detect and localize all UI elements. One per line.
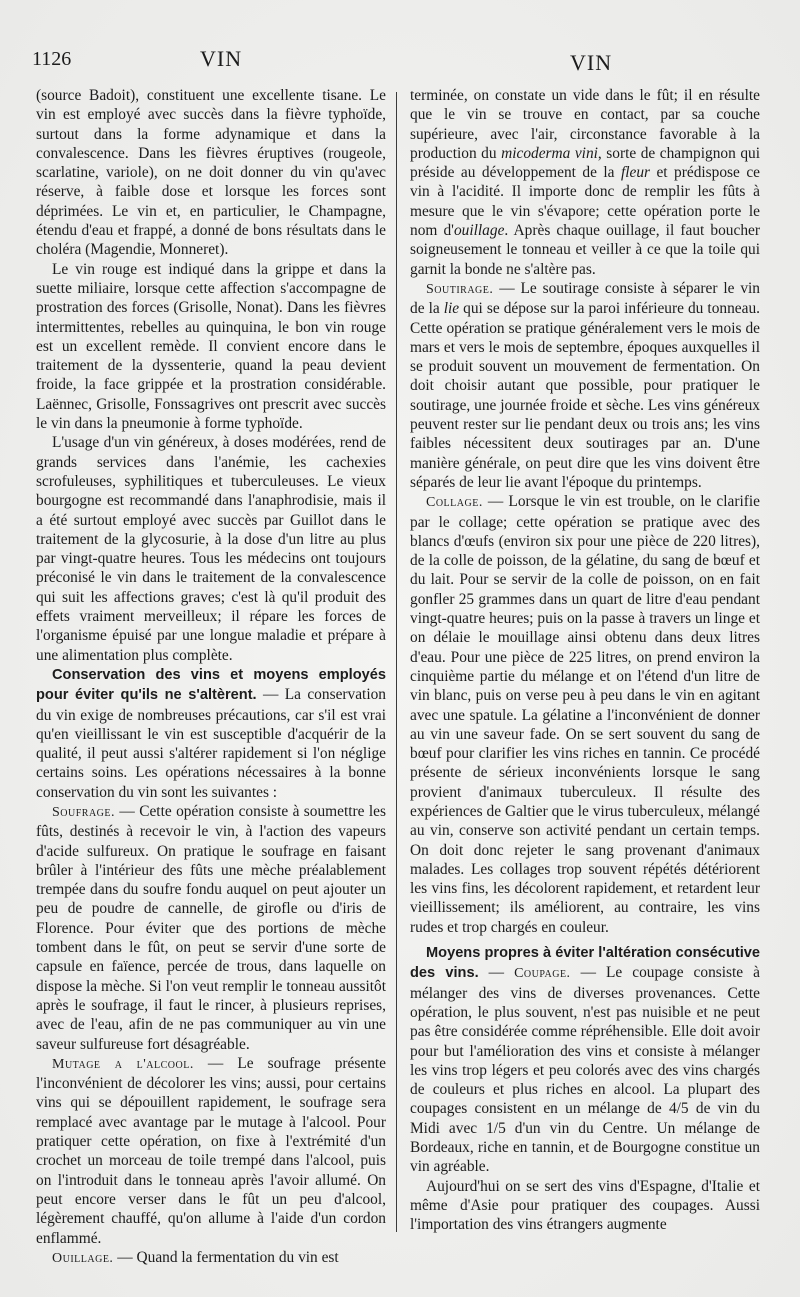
paragraph-text: , sorte de champignon qui préside au développement de la [410,144,760,182]
paragraph [410,279,760,492]
paragraph-text: — La conservation du vin exige de nombreuses précautions, car s'il est vrai qu'en vieillissant le vin est susceptible d'acquérir de la qualité, il peut aussi s'altérer rapidement si l'on néglige certains soins. Les opérations nécessaires à la bonne conservation du vin sont les suivantes : [36,686,386,801]
subsection-heading: Collage. [426,495,483,511]
paragraph: Moyens propres à éviter l'altération consécutive des vins. — Coupage. — Le coupage consiste à mélanger des vins de diverses provenances. Cette opération, le plus souvent, n'est pas nuisible et ne peut pas être considérée comme répréhensible. Elle doit avoir pour but l'amélioration des vins et consiste à mélanger les vins trop légers et peu colorés avec des vins chargés de couleurs et plus riches en alcool. La plupart des coupages consistent en un mélange de 4/5 de vin du Midi avec 1/5 d'un vin du Centre. Un mélange de Bordeaux, riche en tannin, et de Bourgogne constitue un vin agréable. [410,945,760,1176]
paragraph [36,802,386,1054]
subsection-heading: Soutirage. [426,281,494,297]
running-head-left: VIN [200,46,243,71]
right-column [410,86,760,1235]
paragraph-text: — Le coupage consiste à mélanger des vins de diverses provenances. Cette opération, le plus souvent, n'est pas nuisible et ne peut pas être considérée comme répréhensible. Elle doit avoir pour but l'amélioration des vins et consiste à mélanger les vins trop légers et peu colorés avec des vins chargés de couleurs et plus riches en alcool. La plupart des coupages consistent en un mélange de 4/5 de vin du Midi avec 1/5 d'un vin du Centre. Un mélange de Bordeaux, riche en tannin, et de Bourgogne constitue un vin agréable. [410,964,760,1176]
paragraph [36,1248,386,1268]
italic-term: lie [443,300,460,318]
paragraph: Le vin rouge est indiqué dans la grippe et dans la suette miliaire, lorsque cette affection s'accompagne de prostration des forces (Grisolle, Nonat). Dans les fièvres intermittentes, rebelles au quinquina, le bon vin rouge est un excellent remède. Il convient encore dans le traitement de la dyssenterie, quand la peau devient froide, la face grippée et la prostration considérable. Laënnec, Grisolle, Fonssagrives ont prescrit avec succès le vin dans la pneumonie à forme typhoïde. [36,260,386,433]
running-head-right: VIN [570,50,613,75]
paragraph: L'usage d'un vin généreux, à doses modérées, rend de grands services dans l'anémie, les cachexies scrofuleuses, syphilitiques et tuberculeuses. Le vieux bourgogne est recommandé dans l'anaphrodisie, mais il a été surtout employé avec succès par Guillot dans le traitement de la glycosurie, à la dose d'un litre au plus par vingt-quatre heures. Tous les médecins ont toujours préconisé le vin dans le traitement de la convalescence qui suit les affections graves; c'est là qu'il produit des effets vraiment merveilleux; il répare les forces de l'organisme épuisé par une longue maladie et prépare à une alimentation plus complète. [36,434,386,664]
paragraph-text: — Le soufrage présente l'inconvénient de décolorer les vins; aussi, pour certains vins qui se dépouillent rapidement, le soufrage sera remplacé avec avantage par le mutage à l'alcool. Pour pratiquer cette opération, on fixe à l'extrémité d'un crochet un morceau de toile trempé dans l'alcool, puis on l'introduit dans le tonneau après l'avoir allumé. On peut encore verser dans le fût un peu d'alcool, légèrement chauffé, qu'on allume à l'aide d'un cordon enflammé. [36,1054,387,1247]
paragraph-text: — Lorsque le vin est trouble, on le clarifie par le collage; cette opération se pratique avec des blancs d'œufs (environ six pour une pièce de 220 litres), de la colle de poisson, de la gélatine, du sang de bœuf et du lait. Pour se servir de la colle de poisson, on en fait gonfler 25 grammes dans un quart de litre d'eau pendant vingt-quatre heures; puis on la passe à travers un linge et on délaie le mouillage ainsi obtenu dans deux litres d'eau. Pour une pièce de 225 litres, on prend environ la cinquième partie du mélange et on l'étend d'un litre de vin blanc, puis on verse peu à peu dans le vin en agitant avec une spatule. La gélatine a l'inconvénient de donner au vin une saveur fade. On se sert souvent du sang de bœuf pour clarifier les vins riches en tannin. Ce procédé présente de sérieux inconvénients lorsque le sang provient d'animaux tuberculeux. Il résulte des expériences de Galtier que le virus tuberculeux, mélangé au vin, conserve son activité pendant un certain temps. On doit donc rejeter le sang provenant d'animaux malades. Les collages trop souvent répétés détériorent les vins fins, les décolorent rapidement, et retardent leur vieillissement; ils améliorent, au contraire, les vins rudes et trop chargés en couleur. [410,493,760,936]
subsection-heading: Mutage a l'alcool. [52,1056,194,1072]
paragraph [410,86,760,279]
paragraph-text: — Cette opération consiste à soumettre les fûts, destinés à recevoir le vin, à l'action des vapeurs d'acide sulfureux. On pratique le soufrage en faisant brûler à l'intérieur des fûts une mèche préalablement trempée dans du soufre fondu auquel on peut ajouter un peu de poudre de cannelle, de girofle ou d'iris de Florence. Pour éviter que des portions de mèche tombent dans le fût, on peut se servir d'une sorte de capsule en faïence, percée de trous, dans laquelle on dispose la mèche. Si l'on veut remplir le tonneau aussitôt après le soufrage, il faut le rincer, à plusieurs reprises, avec de l'eau, afin de ne pas communiquer au vin une saveur sulfureuse fort désagréable. [36,802,386,1053]
paragraph-text: terminée, on constate un vide dans le fût; il en résulte que le vin se trouve en contact, par sa couche supérieure, avec l'air, circonstance favorable à la production du [410,87,760,162]
page-number: 1126 [32,48,72,70]
section-heading: Conservation des vins et moyens employés pour éviter qu'ils ne s'altèrent. [36,666,386,704]
paragraph-text: — Quand la fermentation du vin est [113,1248,339,1266]
paragraph [36,1054,386,1248]
paragraph: Aujourd'hui on se sert des vins d'Espagne, d'Italie et même d'Asie pour pratiquer des coupages. Aussi l'importation des vins étrangers augmente [410,1177,760,1234]
subsection-heading: Ouillage. [52,1250,114,1266]
paragraph [36,665,386,802]
paragraph [410,492,760,937]
page-header [32,46,772,76]
paragraph-text: . Après chaque ouillage, il faut boucher soigneusement le tonneau et veiller à ce que la toile qui garnit la bonde ne s'altère pas. [410,222,760,278]
italic-term: ouillage [453,222,505,240]
paragraph-text: et prédispose ce vin à l'acidité. Il importe donc de remplir les fûts à mesure que le vin s'évapore; cette opération porte le nom d' [410,164,760,240]
paragraph-text: qui se dépose sur la paroi inférieure du tonneau. Cette opération se pratique généralement vers le mois de mars et vers le mois de septembre, époques auxquelles il se produit souvent un mouvement de fermentation. On doit choisir autant que possible, pour pratiquer le soutirage, une journée froide et sèche. Les vins généreux peuvent rester sur lie pendant deux ou trois ans; les vins faibles nécessitent deux soutirages par an. D'une manière générale, on peut dire que les vins doivent être séparés de leur lie avant l'époque du printemps. [410,300,760,491]
italic-term: fleur [620,164,651,182]
section-heading: Moyens propres à éviter l'altération consécutive des vins. [410,945,760,982]
left-column [36,86,386,1268]
subsection-heading: Soufrage. [52,804,116,820]
paragraph: (source Badoit), constituent une excellente tisane. Le vin est employé avec succès dans la fièvre typhoïde, surtout dans la forme adynamique et dans la convalescence. Dans les fièvres éruptives (rougeole, scarlatine, variole), on ne doit donner du vin qu'avec réserve, à faible dose et lorsque les forces sont déprimées. Le vin et, en particulier, le Champagne, étendu d'eau et frappé, a donné de bons résultats dans le choléra (Magendie, Monneret). [36,87,386,259]
paragraph-text: — Le soutirage consiste à séparer le vin de la [410,279,760,318]
italic-term: micoderma vini [501,144,598,162]
column-divider [396,92,397,1232]
subsection-heading: Coupage. [514,966,571,982]
